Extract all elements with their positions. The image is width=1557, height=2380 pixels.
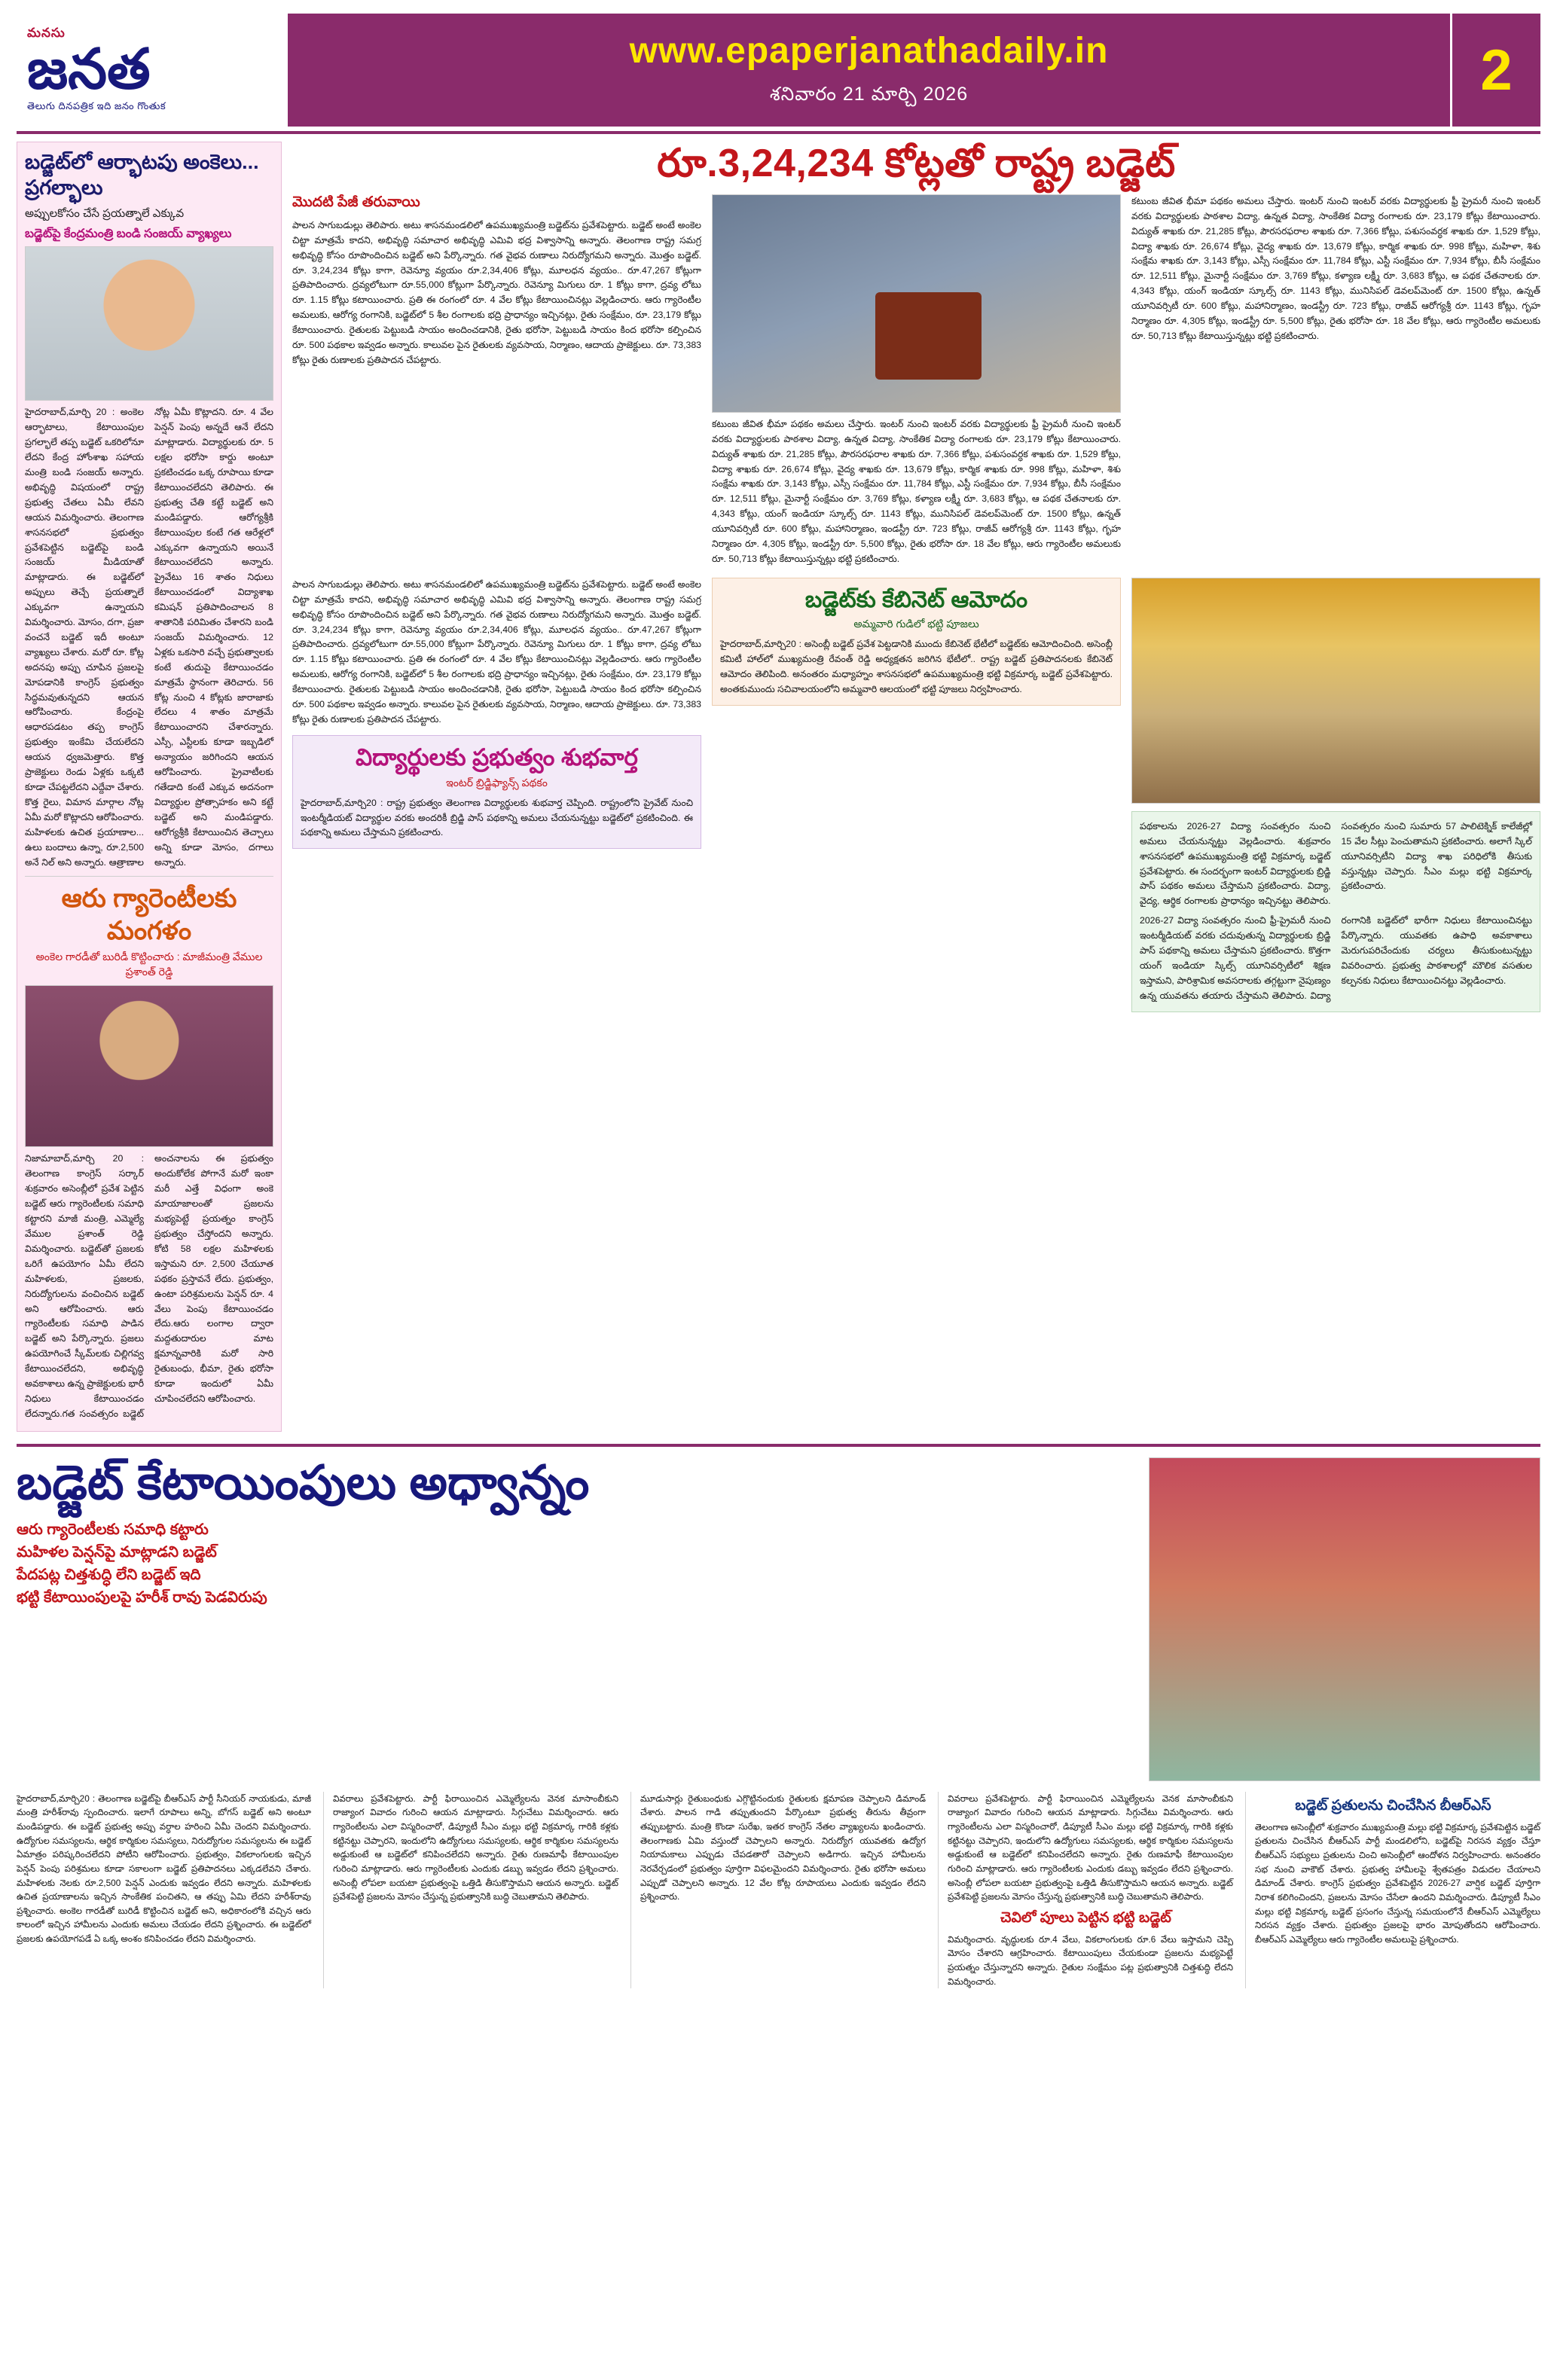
bottom-body-3: మూడుసార్లు రైతుబంధుకు ఎగ్గొట్టినందుకు రైతులకు క్షమాపణ చెప్పాలని డిమాండ్ చేశారు. పాలన గాడి తప్పుతుందని పేర్కొంటూ ప్రభుత్వ తీరును తీవ్రంగా తప్పుబట్టారు. మంత్రి కొండా సురేఖ, ఇతర కాంగ్రెస్ నేతల వ్యాఖ్యలను ఖండించారు. తెలంగాణకు ఏమి వస్తుందో చెప్పాలని అన్నారు. నిరుద్యోగ యువతకు ఉద్యోగ నియామకాలు ఎప్పుడు చేపడతారో చెప్పాలని అడిగారు. ఇచ్చిన హామీలను నెరవేర్చడంలో ప్రభుత్వం పూర్తిగా విఫలమైందని విమర్శించారు. రైతు భరోసా అమలు ఎప్పుడో చెప్పాలని అన్నారు. 12 వేల కోట్ల రూపాయలు ఎందుకు ఇవ్వడం లేదని ప్రశ్నించారు. [640,1793,926,1902]
bandi-sanjay-photo [25,246,273,401]
center-lower-grid [292,578,1540,1012]
bottom-bullet-1: ఆరు గ్యారెంటీలకు సమాధి కట్టారు [17,1521,209,1539]
page-number: 2 [1480,38,1513,102]
center-grid [292,194,1540,567]
article-headline: బడ్జెట్‌లో ఆర్భాటపు అంకెలు... ప్రగల్భాలు [25,151,259,199]
bottom-body-4b: విమర్శించారు. వృద్ధులకు రూ.4 వేలు, వికలాంగులకు రూ.6 వేలు ఇస్తామని చెప్పి మోసం చేశారని ఆగ్రహించారు. కేటాయింపులు చేయకుండా ప్రజలను మభ్యపెట్టే ప్రయత్నం చేస్తున్నారని అన్నారు. రైతుల సంక్షేమం పట్ల ప్రభుత్వానికి చిత్తశుద్ధి లేదని విమర్శించారు. [948,1933,1233,1987]
right-notes-box [1131,811,1540,1012]
page-number-box [1450,14,1540,127]
bottom-col-4 [938,1792,1233,1989]
bottom-body-4a: వివరాలు ప్రవేశపెట్టారు. పార్టీ ఫిరాయించిన ఎమ్మెల్యేలను వెనక మాసాంబీకుని రాజ్యాంగ వివాదం గురించి ఆయన మాట్లాడారు. సిగ్గుచేటు విమర్శించారు. ఆరు గ్యారెంటీలను ఎలా విస్మరించారో, డిప్యూటీ సీఎం మల్లు భట్టి విక్రమార్క గారికి కళ్లకు కట్టినట్టు చెప్పారని, ఇందులోని ఉద్యోగులు సమస్యలకు, ఆర్థిక కార్మికుల సమస్యలను అడ్డుకుంటే ఆ బడ్జెట్‌లో కనిపించలేదని అన్నారు. రైతు రుణమాఫీ కేటాయింపుల గురించి మాట్లాడారు. ఆరు గ్యారెంటీలకు ఎందుకు డబ్బు ఇవ్వడం లేదని ప్రశ్నించారు. అసెంబ్లీ లోపలా బయటా ప్రభుత్వంపై ఒత్తిడి తీసుకొస్తామని ఆయన అన్నారు. బడ్జెట్ ప్రవేశపెట్టి ప్రజలను మోసం చేస్తున్న ప్రభుత్వానికి బుద్ధి చెబుతామని తెలిపారు. [948,1793,1233,1902]
students-kicker: ఇంటర్ బ్రిడ్జిఫ్యాన్స్ పథకం [446,776,548,789]
center-column [292,142,1540,1432]
article2-headline: ఆరు గ్యారెంటీలకు మంగళం [61,884,237,945]
bottom-bullet-4: భట్టి కేటాయింపులపై హరీశ్ రావు పెడవిరుపు [17,1589,267,1606]
cabinet-headline: బడ్జెట్‌కు కేబినెట్ ఆమోదం [804,587,1028,612]
bottom-section [17,1444,1540,1989]
masthead-banner [288,14,1450,127]
right-notes-2: 2026-27 విద్యా సంవత్సరం నుంచి ఫ్రీ-ప్రైమరీ నుంచి ఇంటర్మీడియట్ వరకు చదువుతున్న విద్యార్థులకు బ్రిడ్జి పాస్ పథకాన్ని అమలు చేస్తామని ప్రకటించారు. కొత్తగా యంగ్ ఇండియా స్కిల్స్ యూనివర్సిటీలో శిక్షణ ఇస్తామని, పారిశ్రామిక అవసరాలకు తగ్గట్టుగా నైపుణ్యం ఉన్న యువతను తయారు చేస్తామని తెలిపారు. విద్యా రంగానికి బడ్జెట్‌లో భారీగా నిధులు కేటాయించినట్టు పేర్కొన్నారు. యువతకు ఉపాధి అవకాశాలు మెరుగుపరిచేందుకు చర్యలు తీసుకుంటున్నట్టు వివరించారు. ప్రభుత్వ పాఠశాలల్లో మౌలిక వసతుల కల్పనకు నిధులు కేటాయించినట్టు వెల్లడించారు. [1140,915,1532,1001]
top-section [17,142,1540,1432]
article-bandi-sanjay [17,142,282,1432]
main-headline: రూ.3,24,234 కోట్లతో రాష్ట్ర బడ్జెట్ [657,142,1176,185]
logo-title: జనత [27,39,151,102]
budget-briefcase-photo [712,194,1121,413]
bottom-bullets [17,1518,1137,1609]
bottom-header-row [17,1457,1540,1781]
bottom-body-2: వివరాలు ప్రవేశపెట్టారు. పార్టీ ఫిరాయించిన ఎమ్మెల్యేలను వెనక మాసాంబీకుని రాజ్యాంగ వివాదం గురించి ఆయన మాట్లాడారు. సిగ్గుచేటు విమర్శించారు. ఆరు గ్యారెంటీలను ఎలా విస్మరించారో, డిప్యూటీ సీఎం మల్లు భట్టి విక్రమార్క గారికి కళ్లకు కట్టినట్టు చెప్పారని, ఇందులోని ఉద్యోగులు సమస్యలకు, ఆర్థిక కార్మికుల సమస్యలను అడ్డుకుంటే ఆ బడ్జెట్‌లో కనిపించలేదని అన్నారు. రైతు రుణమాఫీ కేటాయింపుల గురించి మాట్లాడారు. ఆరు గ్యారెంటీలకు ఎందుకు డబ్బు ఇవ్వడం లేదని ప్రశ్నించారు. అసెంబ్లీ లోపలా బయటా ప్రభుత్వంపై ఒత్తిడి తీసుకొస్తామని ఆయన అన్నారు. బడ్జెట్ ప్రవేశపెట్టి ప్రజలను మోసం చేస్తున్న ప్రభుత్వానికి బుద్ధి చెబుతామని తెలిపారు. [333,1793,618,1902]
bottom-col-2 [323,1792,618,1989]
cabinet-kicker: అమ్మవారి గుడిలో భట్టి పూజలు [853,618,979,630]
bottom-col-5 [1245,1792,1540,1989]
students-headline: విద్యార్థులకు ప్రభుత్వం శుభవార్త [356,743,638,770]
bottom-body-5: తెలంగాణ అసెంబ్లీలో శుక్రవారం ముఖ్యమంత్రి మల్లు భట్టి విక్రమార్క ప్రవేశపెట్టిన బడ్జెట్ ప్రతులను చించేసిన బీఆర్ఎస్ పార్టీ మండలిలోని, బడ్జెట్‌పై నిరసన వ్యక్తం చేస్తూ బీఆర్ఎస్ సభ్యులు ప్రతులను చించి అసెంబ్లీలో ఆందోళన నిర్వహించారు. అనంతరం సభ నుంచి వాకౌట్ చేశారు. ప్రభుత్వ హామీలపై శ్వేతపత్రం విడుదల చేయాలని డిమాండ్ చేశారు. కాంగ్రెస్ ప్రభుత్వం ప్రవేశపెట్టిన 2026-27 వార్షిక బడ్జెట్ పూర్తిగా నిరాశ కలిగించిందని, ప్రజలను మోసం చేసేలా ఉందని విమర్శించారు. డిప్యూటీ సీఎం మల్లు భట్టి విక్రమార్క బడ్జెట్ ప్రసంగం చేస్తున్న సమయంలోనే బీఆర్ఎస్ ఎమ్మెల్యేలు నిరసన వ్యక్తం చేశారు. ప్రభుత్వం ప్రజలపై భారం మోపుతోందని ఆరోపించారు. బీఆర్ఎస్ ఎమ్మెల్యేలు ఆరు గ్యారెంటీల అమలుపై ప్రశ్నించారు. [1255,1821,1540,1945]
article-kicker: బడ్జెట్‌పై కేంద్రమంత్రి బండి సంజయ్ వ్యాఖ్యలు [25,227,232,240]
right-notes-1: పథకాలను 2026-27 విద్యా సంవత్సరం నుంచి అమలు చేయనున్నట్టు వెల్లడించారు. శుక్రవారం శాసనసభలో ఉపముఖ్యమంత్రి భట్టి విక్రమార్క బడ్జెట్ ప్రవేశపెట్టారు. ఈ సందర్భంగా ఇంటర్ విద్యార్థులకు బ్రిడ్జి పాస్ పథకం అమలు చేస్తామని ప్రకటించారు. విద్యా, వైద్య, ఆర్థిక రంగాలకు ప్రాధాన్యం ఇచ్చినట్టు తెలిపారు. సంవత్సరం నుంచి సుమారు 57 పాలిటెక్నిక్ కాలేజీల్లో 15 వేల సీట్లు పెంచుతామని ప్రకటించారు. అలాగే స్కిల్ యూనివర్సిటీని విద్యా శాఖ పరిధిలోకి తీసుకు వస్తున్నట్లు చెప్పారు. సీఎం మల్లు భట్టి విక్రమార్క ప్రకటించారు. [1140,820,1532,907]
center-body-2: కటుంబ జీవిత భీమా పథకం అమలు చేస్తారు. ఇంటర్ నుంచి ఇంటర్ వరకు విద్యార్థులకు ఫ్రీ ప్రైమరీ నుంచి ఇంటర్ వరకు విద్యార్థులకు పాఠశాల విద్యా, ఉన్నత విద్యా, సాంకేతిక విద్యా రంగాలకు రూ. 23,179 కోట్లు కేటాయించారు. విద్యుత్ శాఖకు రూ. 21,285 కోట్లు, పౌరసరఫరాల శాఖకు రూ. 7,366 కోట్లు, పశుసంవర్ధక శాఖకు రూ. 1,529 కోట్లు, విద్యా శాఖకు రూ. 26,674 కోట్లు, వైద్య శాఖకు రూ. 13,679 కోట్లు, కార్మిక శాఖకు రూ. 998 కోట్లు, మహిళా, శిశు సంక్షేమ శాఖకు రూ. 3,143 కోట్లు, ఎస్సీ సంక్షేమం రూ. 11,784 కోట్లు, ఎస్టీ సంక్షేమం రూ. 7,934 కోట్లు, బీసీ సంక్షేమం రూ. 12,511 కోట్లు, మైనార్టీ సంక్షేమం రూ. 3,769 కోట్లు, కళ్యాణ లక్ష్మీ రూ. 3,683 కోట్లు, ఆ పథక చేతనాలకు రూ. 4,343 కోట్లు, యంగ్ ఇండియా స్కూల్స్ రూ. 1143 కోట్లు, మునిసిపల్ డెవలప్‌మెంట్ రూ. 1500 కోట్లు, ఉన్నత్ యూనివర్సిటీ రూ. 600 కోట్లు, మహానిర్మాణం, ఇండస్ట్రీ రూ. 723 కోట్లు, రాజీవ్ ఆరోగ్యశ్రీ రూ. 1143 కోట్లు, గృహ నిర్మాణం రూ. 4,305 కోట్లు, ఇండస్ట్రీ రూ. 5,500 కోట్లు, రైతు భరోసా రూ. 18 వేల కోట్లు, ఆరు గ్యారెంటీల అమలుకు రూ. 50,713 కోట్లు కేటాయిస్తున్నట్లు భట్టి ప్రకటించారు. [1131,195,1540,341]
masthead-rule [17,131,1540,134]
article-body: హైదరాబాద్,మార్చి 20 : అంకెల ఆర్భాటాలు, కేటాయింపుల ప్రగల్భాలే తప్ప బడ్జెట్ ఒకరిలోనూ లేదని కేంద్ర హోంశాఖ సహాయ మంత్రి బండి సంజయ్ అన్నారు. అభివృద్ధి విషయంలో రాష్ట్ర ప్రభుత్వ చేతలు ఏమీ లేవని ఆయన విమర్శించారు. తెలంగాణ శాసనసభలో ప్రభుత్వం ప్రవేశపెట్టిన బడ్జెట్‌పై బండి సంజయ్ మీడియాతో మాట్లాడారు. ఈ బడ్జెట్‌లో అప్పులు తెచ్చే ప్రయత్నాలే ఎక్కువగా ఉన్నాయని విమర్శించారు. మోసం, దగా, ప్రజా వంచనే బడ్జెట్ ఇదీ అంటూ వ్యాఖ్యలు చేశారు. మరో రూ. కోట్ల అదనపు అప్పు చూపిన ప్రజలపై మోపడానికి కాంగ్రెస్ ప్రభుత్వం సిద్ధమవుతున్నదని ఆయన ఆరోపించారు. కేంద్రంపై ఆధారపడటం తప్ప కాంగ్రెస్ ప్రభుత్వం ఇంకేమి చేయలేదని ఆయన ధ్వజమెత్తారు. కొత్త ప్రాజెక్టులు రెండు ఏళ్లకు ఒక్కటి కూడా చేపట్టలేదని ఎద్దేవా చేశారు. కొత్త రైలు, విమాన మార్గాల నోట్ల ఏమీ మరో కొట్లాదని ఆరోపించారు. మహిళలకు ఉచిత ప్రయాణాల... ఉలు బందాలు ఉన్నా, రూ.2,500 అనే నిల్ అని అన్నారు. ఆత్రాణాల నోట్ల ఏమీ కొట్లాదని. రూ. 4 వేల పెన్షన్ పెంపు అన్నదే ఆనే లేదని మాట్లాడారు. విద్యార్థులకు రూ. 5 లక్షల భరోసా కార్డు అంటూ ప్రకటించడం ఒక్క రూపాయి కూడా కేటాయించలేదని తెలిపారు. ఈ ప్రభుత్వ చేతి కట్టే బడ్జెట్ అని మండిపడ్డారు. ఆరోగ్యశ్రీకి కేటాయింపుల కంటే గత ఆరేళ్లలో ఎక్కువగా ఉన్నాయని అయినే కేటాయించలేదని అన్నారు. ప్రైవేటు 16 శాతం నిధులు కేటాయించడంలో విద్యాశాఖ కమిషన్ ప్రతిపాదించాలన 8 శాతానికి పరిమితం చేశారని బండి సంజయ్ విమర్శించారు. 12 ఏళ్లకు ఒకసారి వచ్చే ప్రభుత్వాలకు కంటే తుదుపై కేటాయించడం మాత్రమే స్థానంగా తెరిచారు. 56 కోట్ల నుంచి 4 కోట్లకు జారాజాకు లేదలు 4 శాతం మాత్రమే కేటాయించారని చేశారన్నారు. ఎస్సీ, ఎస్టీలకు కూడా ఇబ్బడిలో అన్యాయం జరిగిందని ఆయన ఆరోపించారు. ప్రైవాటీలకు గతేడాది కంటే ఎక్కువ అదనంగా విద్యార్థుల ప్రోత్సాహకం అని కట్టే బడ్జెట్ అని మండిపడ్డారు. ఆరోగ్యశ్రీకి కేటాయించిన తెచ్చాలు అన్ని కూడా మోసం, దగాలు అన్నారు. [25,407,273,868]
lower-col-1 [292,578,701,1012]
article-subhead: అప్పులకోసం చేసే ప్రయత్నాలే ఎక్కువ [25,206,185,220]
section-divider [25,876,273,877]
article2-kicker: అంకెల గారడీతో బురిడీ కొట్టించారు : మాజీమంత్రి వేముల ప్రశాంత్ రెడ్డి [35,950,263,978]
website-url[interactable]: www.epaperjanathadaily.in [629,31,1109,71]
bottom-bullet-3: పేదపట్ల చిత్తశుద్ధి లేని బడ్జెట్ ఇది [17,1567,201,1584]
article-students [292,735,701,849]
bottom-col5-head: బడ్జెట్ ప్రతులను చించేసిన బీఆర్ఎస్ [1295,1797,1491,1814]
continuation-label: మొదటి పేజీ తరువాయి [292,194,420,210]
newspaper-logo [17,14,288,127]
publication-date: శనివారం 21 మార్చి 2026 [769,84,969,105]
lower-body-1: పాలన సాగుబడుల్లు తెలిపారు. అటు శాసనమండలిలో ఉపముఖ్యమంత్రి బడ్జెట్‌ను ప్రవేశపెట్టారు. బడ్జెట్ అంటే అంకెల చిట్టా మాత్రమే కాదని, అభివృద్ధి సమాచార అభివృద్ధి ఎమివి భద్ర విశ్వాసాన్ని అన్నారు. తెలంగాణ రాష్ట్ర సమగ్ర అభివృద్ధి కోసం రూపొందించిన బడ్జెట్ అని పేర్కొన్నారు. గత వైభవ రుణాలు నిరుద్యోగమని అన్నారు. మొత్తం బడ్జెట్. రూ. 3,24,234 కోట్లు కాగా, రెవెన్యూ వ్యయం రూ.2,34,406 కోట్లు, మూలధన వ్యయం.. రూ.47,267 కోట్లుగా ప్రతిపాదించారు. ద్రవ్యలోటుగా రూ.55,000 కోట్లుగా పేర్కొన్నారు. రెవెన్యూ మిగులు రూ. 1 కోట్లు కాగా, ద్రవ్య లోటు రూ. 1.15 కోట్లు కటాయించారు. ప్రతి ఈ రంగంలో రూ. 4 వేల కోట్లు కేటాయించినట్లు వెల్లడించారు. ఆరు గ్యారెంటీల అమలుకు, ఆరోగ్య రంగానికి, బడ్జెట్‌లో 5 శీల రంగాలకు భద్రి ప్రాధాన్యం ఇచ్చినట్లు, రైతు సంక్షేమం, రూ. 23,179 కోట్లు కేటాయించారు. రైతులకు పెట్టుబడి సాయం అందించడానికి, రైతు భరోసా, పెట్టుబడి సాయం కింద భరోసా కల్పించిన రూ. 500 పథకాల ఇవ్వడం అన్నారు. కాలువల పైన రైతులకు వ్యవసాయ, నిర్మాణం, ఆదాయ ప్రాజెక్టులు. రూ. 73,383 కోట్లు రైతు రుణాలకు ప్రతిపాదన చేపట్టారు. [292,578,701,725]
center-text-col-3 [1131,194,1540,567]
bottom-body-1: హైదరాబాద్,మార్చి20 : తెలంగాణ బడ్జెట్‌పై బీఆర్ఎస్ పార్టీ సీనియర్ నాయకుడు, మాజీ మంత్రి హరీశ్‌రావు స్పందించారు. ఇలాగే రూపాలు అన్ని, బోగస్ బడ్జెట్ అని అంటూ మండిపడ్డారు. ఈ బడ్జెట్ ప్రభుత్వ అప్పు వర్ధాల హరించి ఏమీ చెందని విమర్శించారు. ఉద్యోగుల సమస్యలను, ఆర్థిక కార్మికుల సమస్యలు, నిరుద్యోగుల సమస్యలను ఈ బడ్జెట్ ఏమాత్రం పరిష్కరించలేదని పోటీని ఆరోపించారు. ప్రభుత్వం, వికలాంగులకు ఇచ్చిన పెన్షన్ పెంపు పరిశ్రమలు కూడా సకాలంగా బడ్జెట్ ప్రతిపాదనలు ఎక్కడలేవని చేశారు. మహిళలకు నెలకు రూ.2,500 పెన్షన్ ఎందుకు ఇవ్వడం లేదని అన్నారు. మహిళలకు ఉచిత ప్రయాణాలను ఇచ్చిన సాంకేతిక పంచితని, ఆ తప్పు ఏమి లేదని హరీశ్‌రావు ప్రశ్నించారు. అంకెల గారడీతో బురిడీ కొట్టించిన బడ్జెట్ అని, అధికారంలోకి వచ్చిన ఆరు కాలంలో ఇచ్చిన హామీలను ఎందుకు అమలు చేయడం లేదని ప్రశ్నించారు. ఈ బడ్జెట్‌లో ప్రజలకు ఉపయోగపడే ఏ ఒక్క అంశం కనిపించడం లేదని విమర్శించారు. [17,1793,311,1944]
left-column [17,142,282,1432]
cabinet-body: హైదరాబాద్,మార్చి20 : అసెంబ్లీ బడ్జెట్ ప్రవేశ పెట్టడానికి ముందు కేబినెట్ భేటీలో బడ్జెట్‌కు ఆమోదించింది. అసెంబ్లీ కమిటీ హాల్‌లో ముఖ్యమంత్రి రేవంత్ రెడ్డి అధ్యక్షతన జరిగిన భేటీలో.. రాష్ట్ర బడ్జెట్ ప్రతిపాదనలకు కేబినెట్ ఆమోదం తెలిపింది. అనంతరం మధ్యాహ్నం శాసనసభలో ఉపముఖ్యమంత్రి భట్టి విక్రమార్క బడ్జెట్ ప్రవేశపెట్టారు. అంతకుముందు సచివాలయంలోని అమ్మవారి ఆలయంలో భట్టి పూజలు నిర్వహించారు. [720,639,1113,695]
bottom-col4-head: చెవిలో పూలు పెట్టిన భట్టి బడ్జెట్ [1000,1909,1171,1926]
lower-col-2 [712,578,1121,1012]
center-text-col-1 [292,194,701,567]
center-body-photo-caption: కటుంబ జీవిత భీమా పథకం అమలు చేస్తారు. ఇంటర్ నుంచి ఇంటర్ వరకు విద్యార్థులకు ఫ్రీ ప్రైమరీ నుంచి ఇంటర్ వరకు విద్యార్థులకు పాఠశాల విద్యా, ఉన్నత విద్యా, సాంకేతిక విద్యా రంగాలకు రూ. 23,179 కోట్లు కేటాయించారు. విద్యుత్ శాఖకు రూ. 21,285 కోట్లు, పౌరసరఫరాల శాఖకు రూ. 7,366 కోట్లు, పశుసంవర్ధక శాఖకు రూ. 1,529 కోట్లు, విద్యా శాఖకు రూ. 26,674 కోట్లు, వైద్య శాఖకు రూ. 13,679 కోట్లు, కార్మిక శాఖకు రూ. 998 కోట్లు, మహిళా, శిశు సంక్షేమ శాఖకు రూ. 3,143 కోట్లు, ఎస్సీ సంక్షేమం రూ. 11,784 కోట్లు, ఎస్టీ సంక్షేమం రూ. 7,934 కోట్లు, బీసీ సంక్షేమం రూ. 12,511 కోట్లు, మైనార్టీ సంక్షేమం రూ. 3,769 కోట్లు, కళ్యాణ లక్ష్మీ రూ. 3,683 కోట్లు, ఆ పథక చేతనాలకు రూ. 4,343 కోట్లు, యంగ్ ఇండియా స్కూల్స్ రూ. 1143 కోట్లు, మునిసిపల్ డెవలప్‌మెంట్ రూ. 1500 కోట్లు, ఉన్నత్ యూనివర్సిటీ రూ. 600 కోట్లు, మహానిర్మాణం, ఇండస్ట్రీ రూ. 723 కోట్లు, రాజీవ్ ఆరోగ్యశ్రీ రూ. 1143 కోట్లు, గృహ నిర్మాణం రూ. 4,305 కోట్లు, ఇండస్ట్రీ రూ. 5,500 కోట్లు, రైతు భరోసా రూ. 18 వేల కోట్లు, ఆరు గ్యారెంటీల అమలుకు రూ. 50,713 కోట్లు కేటాయిస్తున్నట్లు భట్టి ప్రకటించారు. [712,418,1121,564]
masthead [17,14,1540,127]
students-body: హైదరాబాద్,మార్చి20 : రాష్ట్ర ప్రభుత్వం తెలంగాణ విద్యార్థులకు శుభవార్త చెప్పింది. రాష్ట్రంలోని ప్రైవేట్ నుంచి ఇంటర్మీడియట్ విద్యార్థుల వరకు అందరికీ బ్రిడ్జి పాస్ పథకాన్ని అమలు చేయనున్నట్టు బడ్జెట్‌లో ప్రకటించింది. ఈ పథకాన్ని అమలు చేస్తామని ప్రకటించారు. [301,797,693,838]
article2-body: నిజామాబాద్,మార్చి 20 : తెలంగాణ కాంగ్రెస్ సర్కార్ శుక్రవారం అసెంబ్లీలో ప్రవేశ పెట్టిన బడ్జెట్ ఆరు గ్యారెంటీలకు సమాధి కట్టారని మాజీ మంత్రి, ఎమ్మెల్యే వేముల ప్రశాంత్ రెడ్డి విమర్శించారు. బడ్జెట్‌తో ప్రజలకు ఒరిగే ఉపయోగం ఏమీ లేదని మహిళలకు, ప్రజలకు, నిరుద్యోగులను వంచించిన బడ్జెట్ అని ఆరోపించారు. ఆరు గ్యారెంటీలకు సమాధి పాడిన బడ్జెట్ అని పేర్కొన్నారు. ప్రజలు ఉపయోగించే స్కీమ్‌లకు చిల్లిగవ్వ కేటాయించలేదని, అభివృద్ధి అవకాశాలు ఉన్న ప్రాజెక్టులకు భారీ నిధులు కేటాయించడం లేదన్నారు.గత సంవత్సరం బడ్జెట్ అంచనాలను ఈ ప్రభుత్వం అందుకోలేక పోగానే మరో ఇంకా మరీ ఎత్తే విధంగా అంకె మాయాజాలంతో ప్రజలను మభ్యపెట్టే ప్రయత్నం కాంగ్రెస్ ప్రభుత్వం చేస్తోందని అన్నారు. కోటి 58 లక్షల మహిళలకు ఇస్తామని రూ. 2,500 చేయూత పథకం ప్రస్తావనే లేదు. ప్రభుత్వం, ఉంటా పరిశ్రమలను పెన్షన్ రూ. 4 వేలు పెంపు కేటాయించడం లేదు.ఆరు లంగాల ద్వారా మద్దతుదారుల మాట క్షమాన్నవారికి మరో సారి రైతుబంధు, భీమా, రైతు భరోసా కూడా ఇందులో ఏమీ చూపించలేదని ఆరోపించారు. [25,1153,273,1419]
bottom-bullet-2: మహిళల పెన్షన్‌పై మాట్లాడని బడ్జెట్ [17,1544,217,1561]
article-cabinet [712,578,1121,706]
lower-col-3 [1131,578,1540,1012]
bottom-text-row [17,1792,1540,1989]
bhatti-pooja-photo [1131,578,1540,804]
harish-rao-photo [1149,1457,1540,1781]
center-photo-col [712,194,1121,567]
logo-tagline-bottom: తెలుగు దినపత్రిక ఇది జనం గొంతుక [27,99,166,111]
bottom-col-1 [17,1792,311,1989]
bottom-photo-area [1149,1457,1540,1781]
bottom-headline: బడ్జెట్ కేటాయింపులు అధ్వాన్నం [17,1456,590,1509]
bottom-col-3 [630,1792,926,1989]
logo-tagline-top: మనసు [27,26,66,41]
center-body-1: పాలన సాగుబడుల్లు తెలిపారు. అటు శాసనమండలిలో ఉపముఖ్యమంత్రి బడ్జెట్‌ను ప్రవేశపెట్టారు. బడ్జెట్ అంటే అంకెల చిట్టా మాత్రమే కాదని, అభివృద్ధి సమాచార అభివృద్ధి ఎమివి భద్ర విశ్వాసాన్ని అన్నారు. తెలంగాణ రాష్ట్ర సమగ్ర అభివృద్ధి కోసం రూపొందించిన బడ్జెట్ అని పేర్కొన్నారు. గత వైభవ రుణాలు నిరుద్యోగమని అన్నారు. మొత్తం బడ్జెట్. రూ. 3,24,234 కోట్లు కాగా, రెవెన్యూ వ్యయం రూ.2,34,406 కోట్లు, మూలధన వ్యయం.. రూ.47,267 కోట్లుగా ప్రతిపాదించారు. ద్రవ్యలోటుగా రూ.55,000 కోట్లుగా పేర్కొన్నారు. రెవెన్యూ మిగులు రూ. 1 కోట్లు కాగా, ద్రవ్య లోటు రూ. 1.15 కోట్లు కటాయించారు. ప్రతి ఈ రంగంలో రూ. 4 వేల కోట్లు కేటాయించినట్లు వెల్లడించారు. ఆరు గ్యారెంటీల అమలుకు, ఆరోగ్య రంగానికి, బడ్జెట్‌లో 5 శీల రంగాలకు భద్రి ప్రాధాన్యం ఇచ్చినట్లు, రైతు సంక్షేమం, రూ. 23,179 కోట్లు కేటాయించారు. రైతులకు పెట్టుబడి సాయం అందించడానికి, రైతు భరోసా, పెట్టుబడి సాయం కింద భరోసా కల్పించిన రూ. 500 పథకాల ఇవ్వడం అన్నారు. కాలువల పైన రైతులకు వ్యవసాయ, నిర్మాణం, ఆదాయ ప్రాజెక్టులు. రూ. 73,383 కోట్లు రైతు రుణాలకు ప్రతిపాదన చేపట్టారు. [292,219,701,365]
bottom-headline-area [17,1457,1137,1781]
vemula-prashanth-reddy-photo [25,985,273,1147]
